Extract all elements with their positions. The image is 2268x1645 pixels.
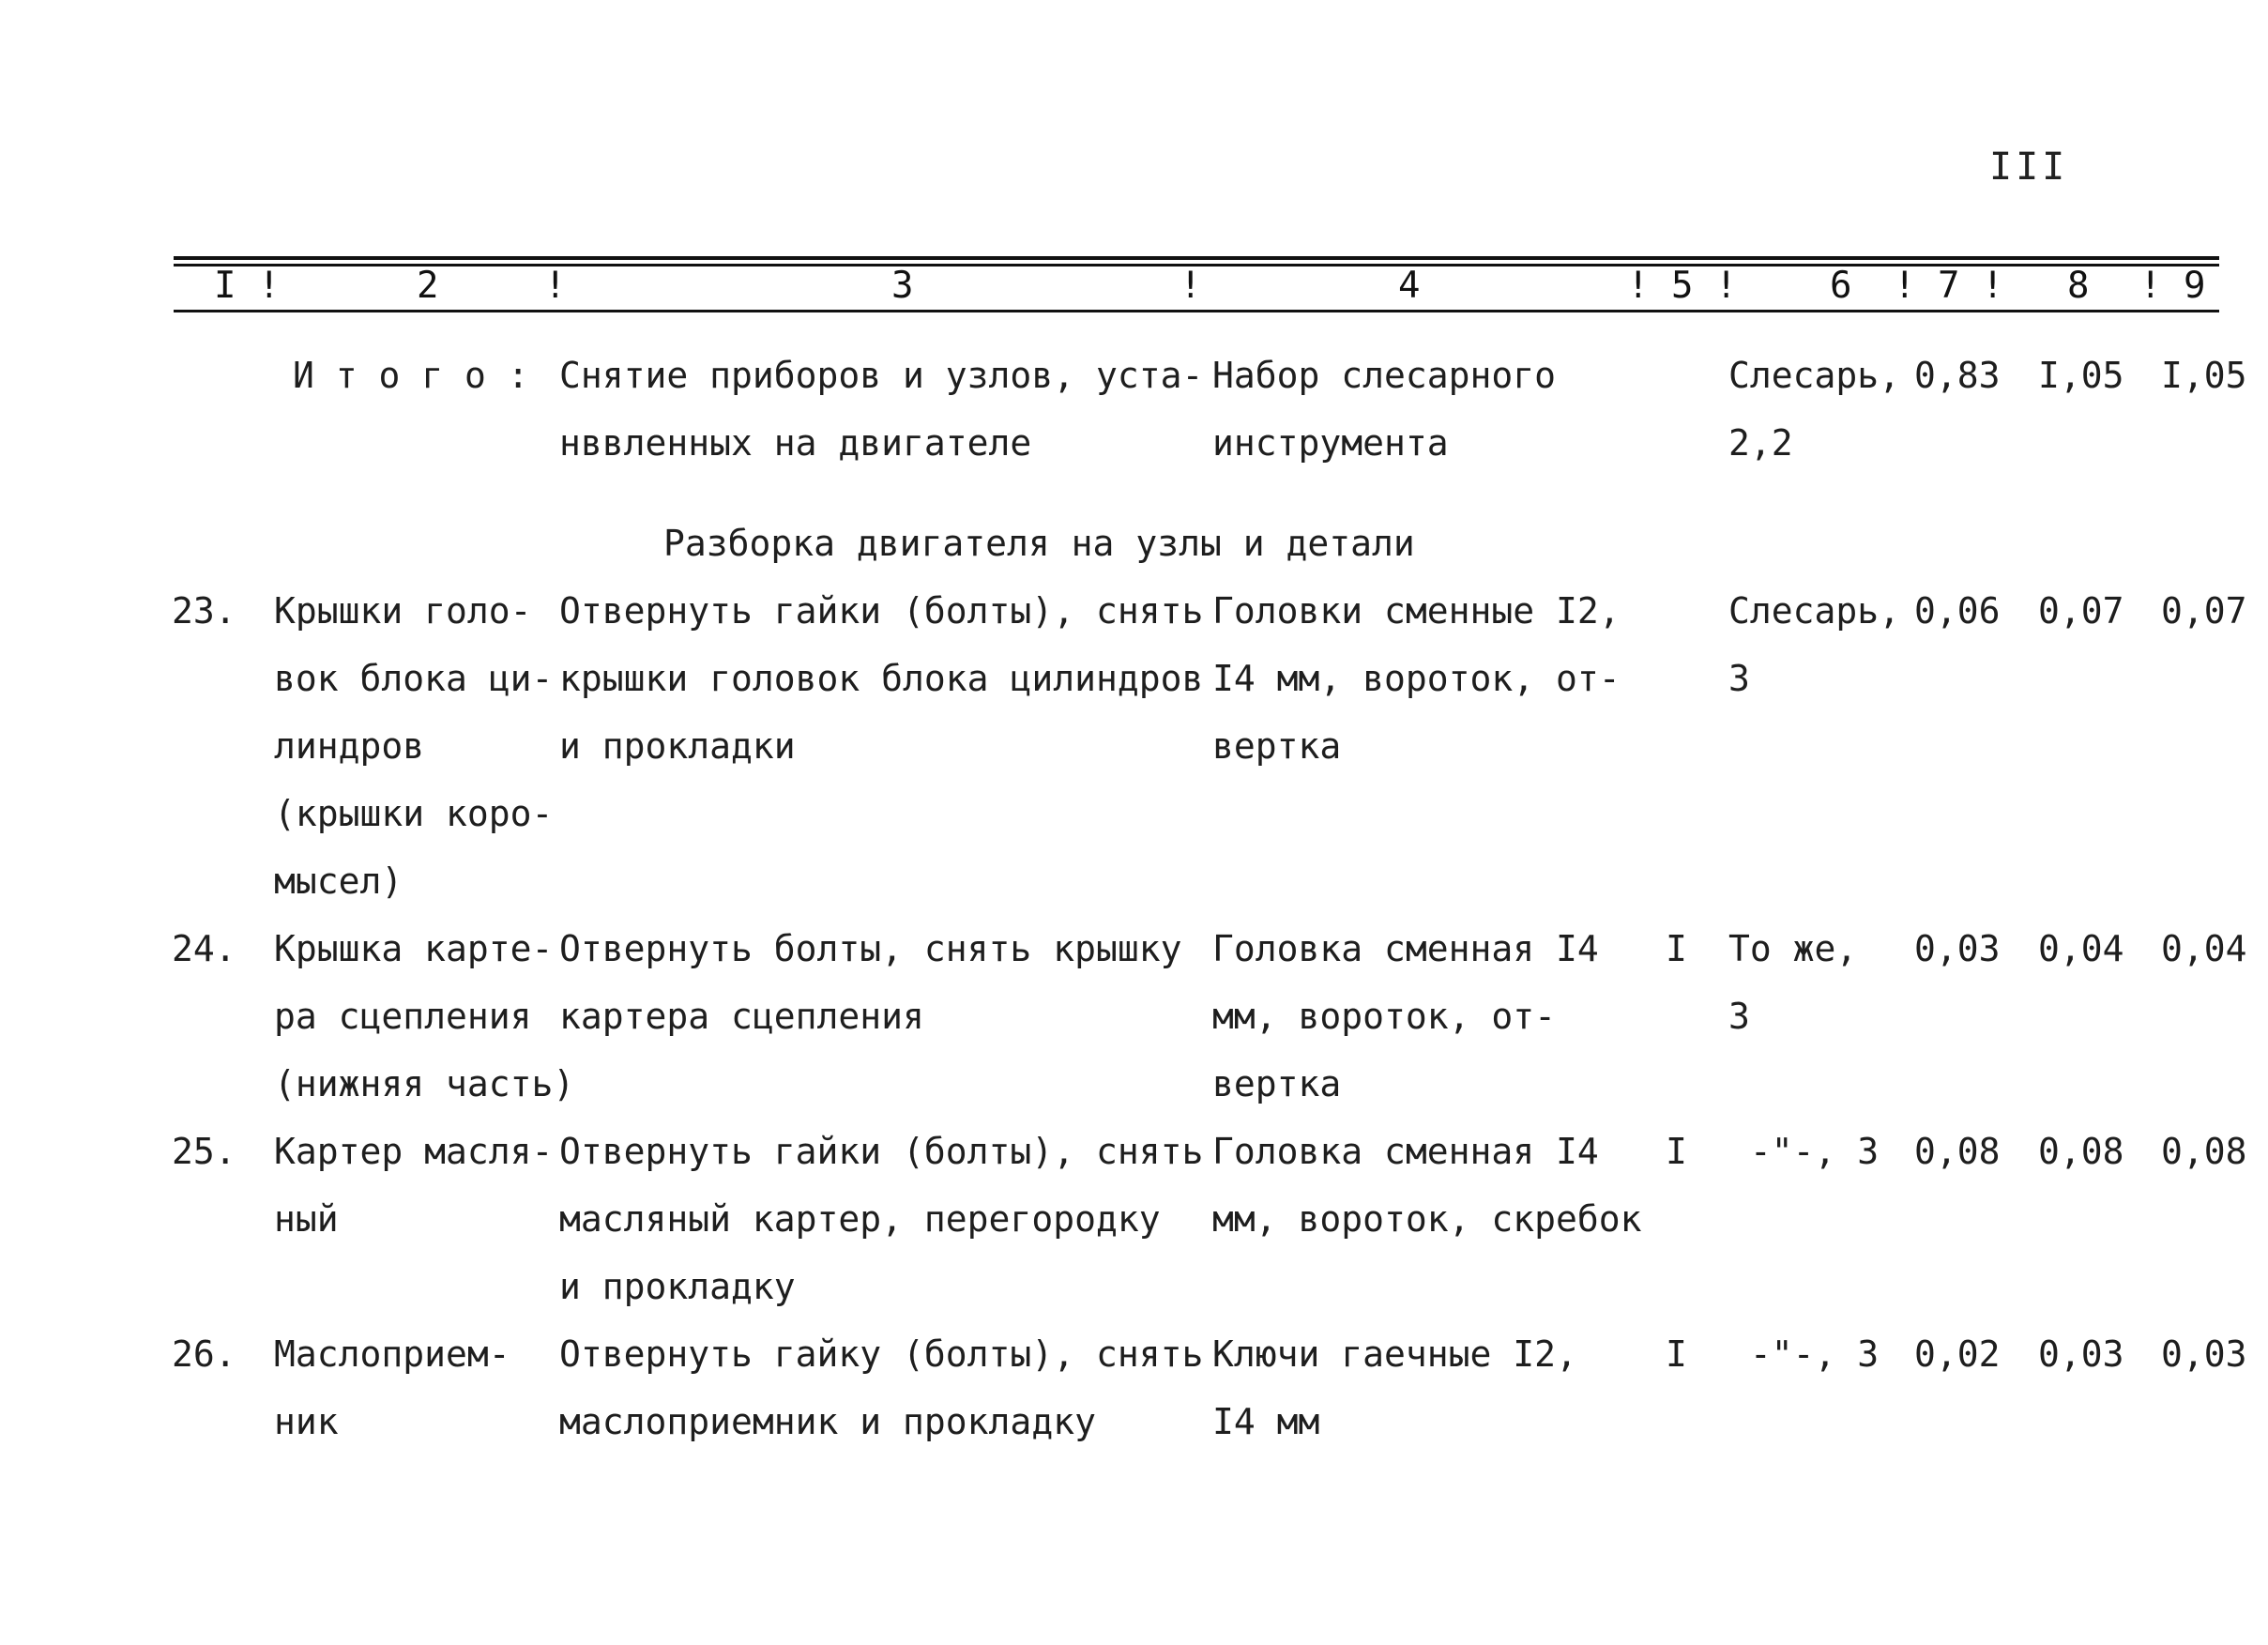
row-worker-line: 3 — [1728, 658, 1750, 699]
row-operation-line: и прокладки — [559, 725, 796, 767]
total-worker-line: 2,2 — [1728, 422, 1793, 464]
row-time-col7: 0,03 — [1914, 928, 2001, 969]
row-part-line: Крышка карте- — [274, 928, 554, 969]
row-operation-line: крышки головок блока цилиндров — [559, 658, 1204, 699]
row-quantity: I — [1666, 928, 1687, 969]
row-time-col9: 0,04 — [2161, 928, 2247, 969]
row-number: 23. — [172, 590, 236, 632]
row-number: 26. — [172, 1333, 236, 1375]
row-part-line: ник — [274, 1401, 339, 1442]
total-tools-line: инструмента — [1212, 422, 1449, 464]
row-time-col9: 0,08 — [2161, 1131, 2247, 1172]
row-operation-line: Отвернуть гайки (болты), снять — [559, 1131, 1204, 1172]
row-operation-line: маслоприемник и прокладку — [559, 1401, 1096, 1442]
header-col-8: 8 — [2067, 265, 2090, 307]
row-worker-line: -"-, 3 — [1728, 1333, 1880, 1375]
total-time-col9: I,05 — [2161, 355, 2247, 396]
row-part-line: ра сцепления — [274, 996, 532, 1037]
row-time-col7: 0,06 — [1914, 590, 2001, 632]
header-col-6: 6 — [1830, 265, 1852, 307]
row-time-col7: 0,02 — [1914, 1333, 2001, 1375]
total-label: И т о г о : — [293, 355, 529, 396]
total-operation-line: Снятие приборов и узлов, уста- — [559, 355, 1204, 396]
row-operation-line: Отвернуть гайки (болты), снять — [559, 590, 1204, 632]
total-operation-line: нввленных на двигателе — [559, 422, 1032, 464]
header-separator-2: ! — [544, 265, 567, 307]
row-tools-line: мм, вороток, от- — [1212, 996, 1557, 1037]
row-tools-line: Ключи гаечные I2, — [1212, 1333, 1577, 1375]
row-worker-line: -"-, 3 — [1728, 1131, 1880, 1172]
row-quantity: I — [1666, 1333, 1687, 1375]
row-operation-line: картера сцепления — [559, 996, 924, 1037]
row-part-line: мысел) — [274, 861, 403, 902]
row-time-col8: 0,07 — [2038, 590, 2124, 632]
row-time-col8: 0,04 — [2038, 928, 2124, 969]
section-title: Разборка двигателя на узлы и детали — [663, 523, 1415, 564]
header-col-7: ! 7 ! — [1894, 265, 2004, 307]
row-quantity: I — [1666, 1131, 1687, 1172]
total-time-col8: I,05 — [2038, 355, 2124, 396]
row-time-col8: 0,03 — [2038, 1333, 2124, 1375]
row-part-line: Картер масля- — [274, 1131, 554, 1172]
row-operation-line: Отвернуть болты, снять крышку — [559, 928, 1182, 969]
header-separator-3: ! — [1180, 265, 1202, 307]
row-part-line: линдров — [274, 725, 425, 767]
header-rule-bottom — [174, 310, 2219, 312]
total-worker-line: Слесарь, — [1728, 355, 1901, 396]
header-rule-top — [174, 256, 2219, 260]
row-part-line: вок блока ци- — [274, 658, 554, 699]
row-part-line: Крышки голо- — [274, 590, 532, 632]
header-col-1: I ! — [214, 265, 281, 307]
row-operation-line: и прокладку — [559, 1266, 796, 1307]
row-tools-line: I4 мм — [1212, 1401, 1320, 1442]
row-number: 25. — [172, 1131, 236, 1172]
total-time-col7: 0,83 — [1914, 355, 2001, 396]
row-worker-line: То же, — [1728, 928, 1858, 969]
row-tools-line: Головки сменные I2, — [1212, 590, 1621, 632]
header-col-2: 2 — [417, 265, 439, 307]
row-tools-line: мм, вороток, скребок — [1212, 1198, 1642, 1240]
row-time-col8: 0,08 — [2038, 1131, 2124, 1172]
row-operation-line: Отвернуть гайку (болты), снять — [559, 1333, 1204, 1375]
row-part-line: Маслоприем- — [274, 1333, 510, 1375]
row-time-col7: 0,08 — [1914, 1131, 2001, 1172]
row-part-line: ный — [274, 1198, 339, 1240]
row-tools-line: Головка сменная I4 — [1212, 1131, 1599, 1172]
row-number: 24. — [172, 928, 236, 969]
header-col-9: ! 9 — [2139, 265, 2206, 307]
row-operation-line: масляный картер, перегородку — [559, 1198, 1161, 1240]
row-tools-line: I4 мм, вороток, от- — [1212, 658, 1621, 699]
header-col-3: 3 — [891, 265, 914, 307]
header-col-5: ! 5 ! — [1627, 265, 1738, 307]
row-time-col9: 0,07 — [2161, 590, 2247, 632]
row-tools-line: Головка сменная I4 — [1212, 928, 1599, 969]
row-part-line: (крышки коро- — [274, 793, 554, 834]
row-tools-line: вертка — [1212, 1063, 1342, 1104]
row-worker-line: 3 — [1728, 996, 1750, 1037]
total-tools-line: Набор слесарного — [1212, 355, 1557, 396]
row-part-line: (нижняя часть) — [274, 1063, 575, 1104]
page-number: III — [1989, 145, 2069, 189]
row-worker-line: Слесарь, — [1728, 590, 1901, 632]
row-time-col9: 0,03 — [2161, 1333, 2247, 1375]
header-col-4: 4 — [1398, 265, 1421, 307]
row-tools-line: вертка — [1212, 725, 1342, 767]
